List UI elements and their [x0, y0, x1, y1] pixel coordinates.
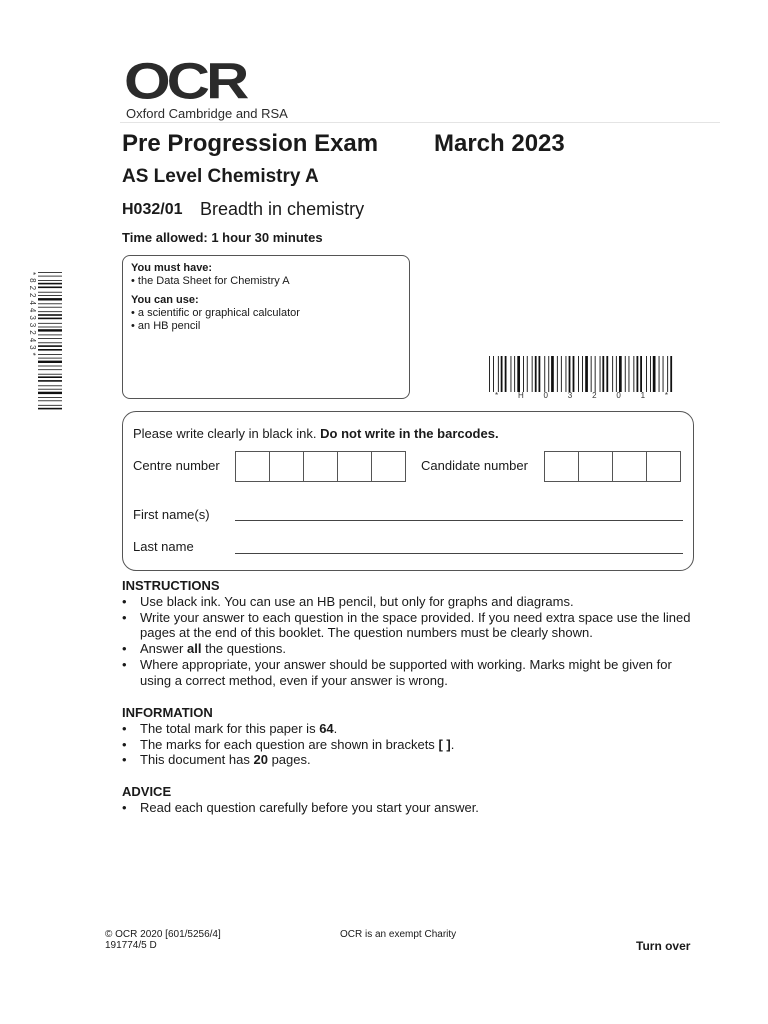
barcode-bar [505, 356, 507, 392]
barcode-bar [38, 327, 62, 328]
barcode-bar [539, 356, 541, 392]
centre-number-field[interactable] [235, 451, 405, 482]
barcode-bar [625, 356, 626, 392]
barcode-bar [511, 356, 512, 392]
barcode-bar [557, 356, 558, 392]
barcode-bar [517, 356, 520, 392]
last-name-field[interactable] [235, 553, 683, 554]
barcode-bar [602, 356, 604, 392]
barcode-bar [38, 318, 62, 320]
information-heading: INFORMATION [122, 705, 213, 720]
barcode-bar [532, 356, 533, 392]
barcode-bar [38, 338, 62, 339]
barcode-bar [535, 356, 537, 392]
barcode-bar [38, 405, 62, 406]
barcode-bar [606, 356, 608, 392]
barcode-bar [38, 276, 62, 277]
barcode-bar [670, 356, 672, 392]
last-name-label: Last name [133, 539, 194, 554]
barcode-bar [578, 356, 579, 392]
footer-copyright: © OCR 2020 [601/5256/4] 191774/5 D [105, 929, 221, 951]
barcode-bar [38, 400, 62, 401]
centre-digit-box[interactable] [303, 451, 338, 482]
ocr-logo: OCR [124, 52, 246, 110]
header-divider [120, 122, 720, 123]
first-name-field[interactable] [235, 520, 683, 521]
centre-number-label: Centre number [133, 458, 220, 473]
barcode-bar [527, 356, 528, 392]
barcode-bar [38, 283, 62, 285]
barcode-bar [38, 354, 62, 355]
barcode-bar [616, 356, 617, 392]
side-barcode-digits: *8224433243* [28, 272, 37, 359]
instruction-item: • Write your answer to each question in the space provided. If you need extra space use the lined pages at the end of this booklet. The question numbers must be clearly shown. [122, 610, 702, 642]
barcode-bar [38, 408, 62, 410]
candidate-number-field[interactable] [544, 451, 680, 482]
barcode-bar [640, 356, 642, 392]
barcode-bar [38, 374, 62, 375]
barcode-bar [38, 389, 62, 390]
write-instruction: Please write clearly in black ink. Do not write in the barcodes. [133, 426, 499, 441]
paper-code: H032/01 [122, 201, 183, 218]
barcode-bar [659, 356, 660, 392]
barcode-bar [38, 358, 62, 359]
barcode-bar [544, 356, 545, 392]
information-item: • This document has 20 pages. [122, 752, 702, 768]
barcode-bar [561, 356, 562, 392]
can-use-heading: You can use: [131, 294, 199, 306]
advice-section [122, 784, 702, 816]
barcode-bar [38, 376, 62, 378]
barcode-bar [493, 356, 494, 392]
information-item: • The total mark for this paper is 64. [122, 721, 702, 737]
barcode-bar [38, 361, 62, 363]
barcode-bar [38, 323, 62, 324]
footer-charity: OCR is an exempt Charity [340, 929, 457, 940]
barcode-bar [489, 356, 490, 392]
barcode-bar [38, 369, 62, 370]
instructions-heading: INSTRUCTIONS [122, 578, 220, 593]
barcode-bar [653, 356, 656, 392]
barcode-bar [38, 295, 62, 296]
barcode-bar [591, 356, 592, 392]
barcode-bar [633, 356, 634, 392]
advice-item: • Read each question carefully before you start your answer. [122, 800, 702, 816]
barcode-bar [38, 287, 62, 289]
barcode-bar [582, 356, 583, 392]
barcode-bar [38, 298, 62, 300]
barcode-bar [646, 356, 647, 392]
ocr-logo-subtitle: Oxford Cambridge and RSA [126, 106, 288, 121]
instruction-item: • Where appropriate, your answer should be supported with working. Marks might be given for using a correct method, even if your answer is wrong. [122, 657, 702, 689]
barcode-bar [38, 366, 62, 367]
barcode-bar [38, 380, 62, 382]
instructions-section [122, 578, 702, 689]
barcode-bar [38, 272, 62, 273]
barcode-bar [573, 356, 575, 392]
barcode-bar [551, 356, 554, 392]
barcode-bar [38, 392, 62, 394]
barcode-bar [38, 349, 62, 351]
main-barcode [489, 356, 674, 392]
barcode-bar [38, 329, 62, 331]
subject-title: AS Level Chemistry A [122, 166, 319, 187]
barcode-bar [501, 356, 503, 392]
barcode-bar [663, 356, 664, 392]
candidate-digit-box[interactable] [646, 451, 681, 482]
candidate-digit-box[interactable] [612, 451, 647, 482]
barcode-bar [595, 356, 596, 392]
barcode-bar [650, 356, 651, 392]
barcode-bar [629, 356, 630, 392]
barcode-bar [38, 342, 62, 343]
barcode-bar [600, 356, 601, 392]
barcode-bar [38, 307, 62, 308]
exam-title: Pre Progression Exam [122, 130, 379, 157]
time-allowed: Time allowed: 1 hour 30 minutes [122, 230, 323, 245]
barcode-bar [637, 356, 639, 392]
barcode-bar [38, 292, 62, 293]
information-section [122, 705, 702, 768]
requirements-box [122, 255, 410, 399]
advice-heading: ADVICE [122, 784, 172, 799]
barcode-bar [619, 356, 622, 392]
barcode-bar [38, 280, 62, 281]
barcode-bar [38, 303, 62, 304]
can-use-item: • an HB pencil [131, 320, 201, 332]
exam-date: March 2023 [434, 130, 565, 157]
barcode-bar [38, 345, 62, 347]
barcode-bar [585, 356, 588, 392]
main-barcode-digits: * H 0 3 2 0 1 * [495, 391, 668, 400]
barcode-bar [38, 335, 62, 336]
barcode-bar [548, 356, 549, 392]
centre-digit-box[interactable] [371, 451, 406, 482]
turn-over-label: Turn over [636, 939, 691, 953]
barcode-bar [38, 397, 62, 398]
barcode-bar [498, 356, 499, 392]
barcode-bar [523, 356, 524, 392]
candidate-digit-box[interactable] [544, 451, 579, 482]
candidate-number-label: Candidate number [421, 458, 528, 473]
barcode-bar [612, 356, 613, 392]
instruction-item: • Answer all the questions. [122, 641, 702, 657]
centre-digit-box[interactable] [235, 451, 270, 482]
centre-digit-box[interactable] [269, 451, 304, 482]
barcode-bar [667, 356, 668, 392]
barcode-bar [38, 311, 62, 312]
barcode-bar [38, 385, 62, 386]
barcode-bar [514, 356, 515, 392]
first-name-label: First name(s) [133, 507, 210, 522]
must-have-item: • the Data Sheet for Chemistry A [131, 275, 290, 287]
barcode-bar [38, 314, 62, 316]
instruction-item: • Use black ink. You can use an HB pencil, but only for graphs and diagrams. [122, 594, 702, 610]
barcode-bar [569, 356, 571, 392]
paper-name: Breadth in chemistry [200, 199, 365, 219]
information-item: • The marks for each question are shown in brackets [ ]. [122, 737, 702, 753]
centre-digit-box[interactable] [337, 451, 372, 482]
can-use-item: • a scientific or graphical calculator [131, 307, 300, 319]
must-have-heading: You must have: [131, 262, 213, 274]
side-barcode [38, 272, 62, 410]
barcode-bar [566, 356, 567, 392]
candidate-digit-box[interactable] [578, 451, 613, 482]
